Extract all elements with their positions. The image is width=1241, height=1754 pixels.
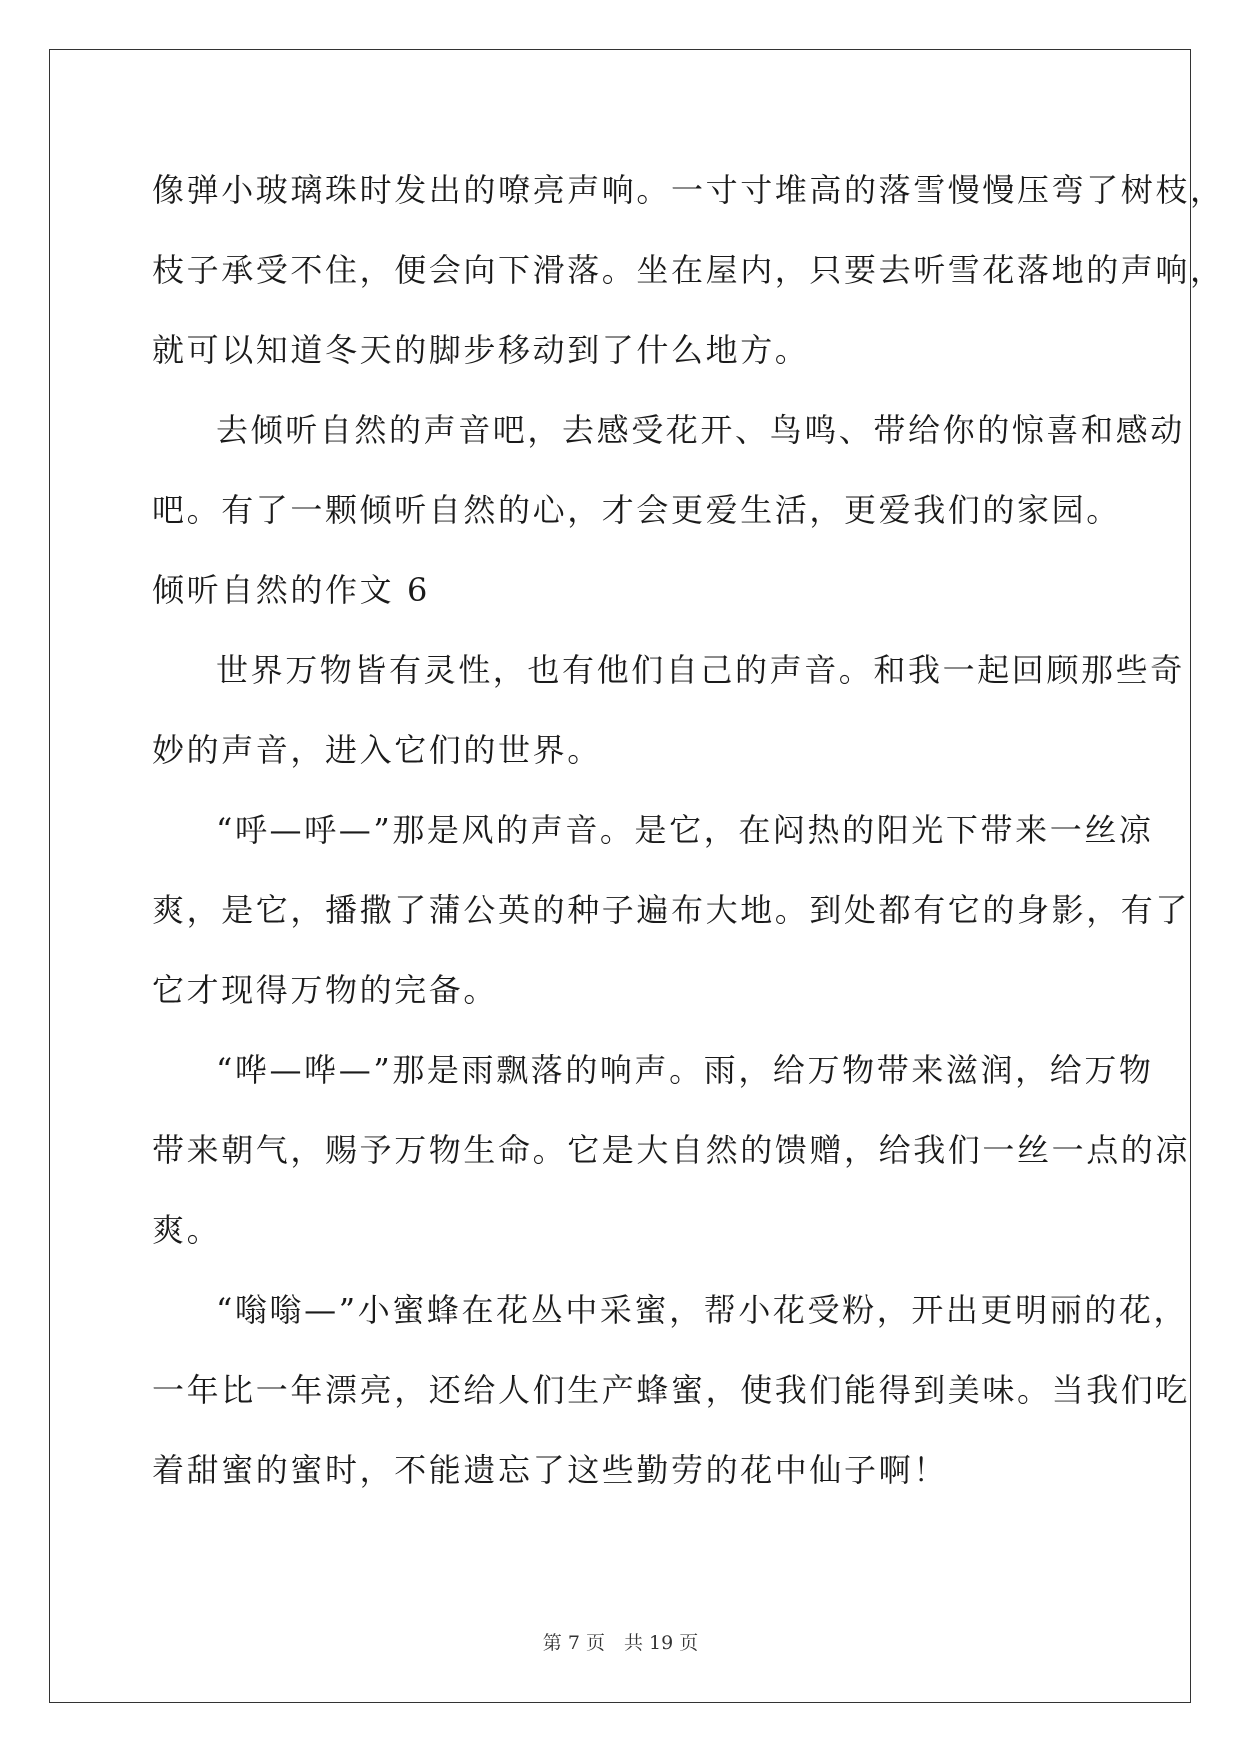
text-line: 吧。有了一颗倾听自然的心，才会更爱生活，更爱我们的家园。 bbox=[152, 491, 1121, 529]
text-line: 带来朝气，赐予万物生命。它是大自然的馈赠，给我们一丝一点的凉 bbox=[152, 1131, 1191, 1169]
text-line: 世界万物皆有灵性，也有他们自己的声音。和我一起回顾那些奇 bbox=[216, 651, 1185, 689]
section-heading: 倾听自然的作文 6 bbox=[152, 571, 430, 609]
text-line: “嗡嗡—”小蜜蜂在花丛中采蜜，帮小花受粉，开出更明丽的花， bbox=[216, 1291, 1189, 1329]
text-line: 着甜蜜的蜜时，不能遗忘了这些勤劳的花中仙子啊！ bbox=[152, 1451, 948, 1489]
text-line: “哗—哗—”那是雨飘落的响声。雨，给万物带来滋润，给万物 bbox=[216, 1051, 1154, 1089]
text-line: 枝子承受不住，便会向下滑落。坐在屋内，只要去听雪花落地的声响， bbox=[152, 251, 1225, 289]
page-number: 第 7 页 共 19 页 bbox=[542, 1632, 699, 1654]
text-line: 它才现得万物的完备。 bbox=[152, 971, 499, 1009]
text-line: 就可以知道冬天的脚步移动到了什么地方。 bbox=[152, 331, 810, 369]
text-line: “呼—呼—”那是风的声音。是它，在闷热的阳光下带来一丝凉 bbox=[216, 811, 1154, 849]
text-line: 去倾听自然的声音吧，去感受花开、鸟鸣、带给你的惊喜和感动 bbox=[216, 411, 1185, 449]
text-line: 爽。 bbox=[152, 1211, 222, 1249]
text-line: 一年比一年漂亮，还给人们生产蜂蜜，使我们能得到美味。当我们吃 bbox=[152, 1371, 1191, 1409]
text-line: 爽，是它，播撒了蒲公英的种子遍布大地。到处都有它的身影，有了 bbox=[152, 891, 1191, 929]
text-line: 像弹小玻璃珠时发出的嘹亮声响。一寸寸堆高的落雪慢慢压弯了树枝， bbox=[152, 171, 1225, 209]
text-line: 妙的声音，进入它们的世界。 bbox=[152, 731, 602, 769]
